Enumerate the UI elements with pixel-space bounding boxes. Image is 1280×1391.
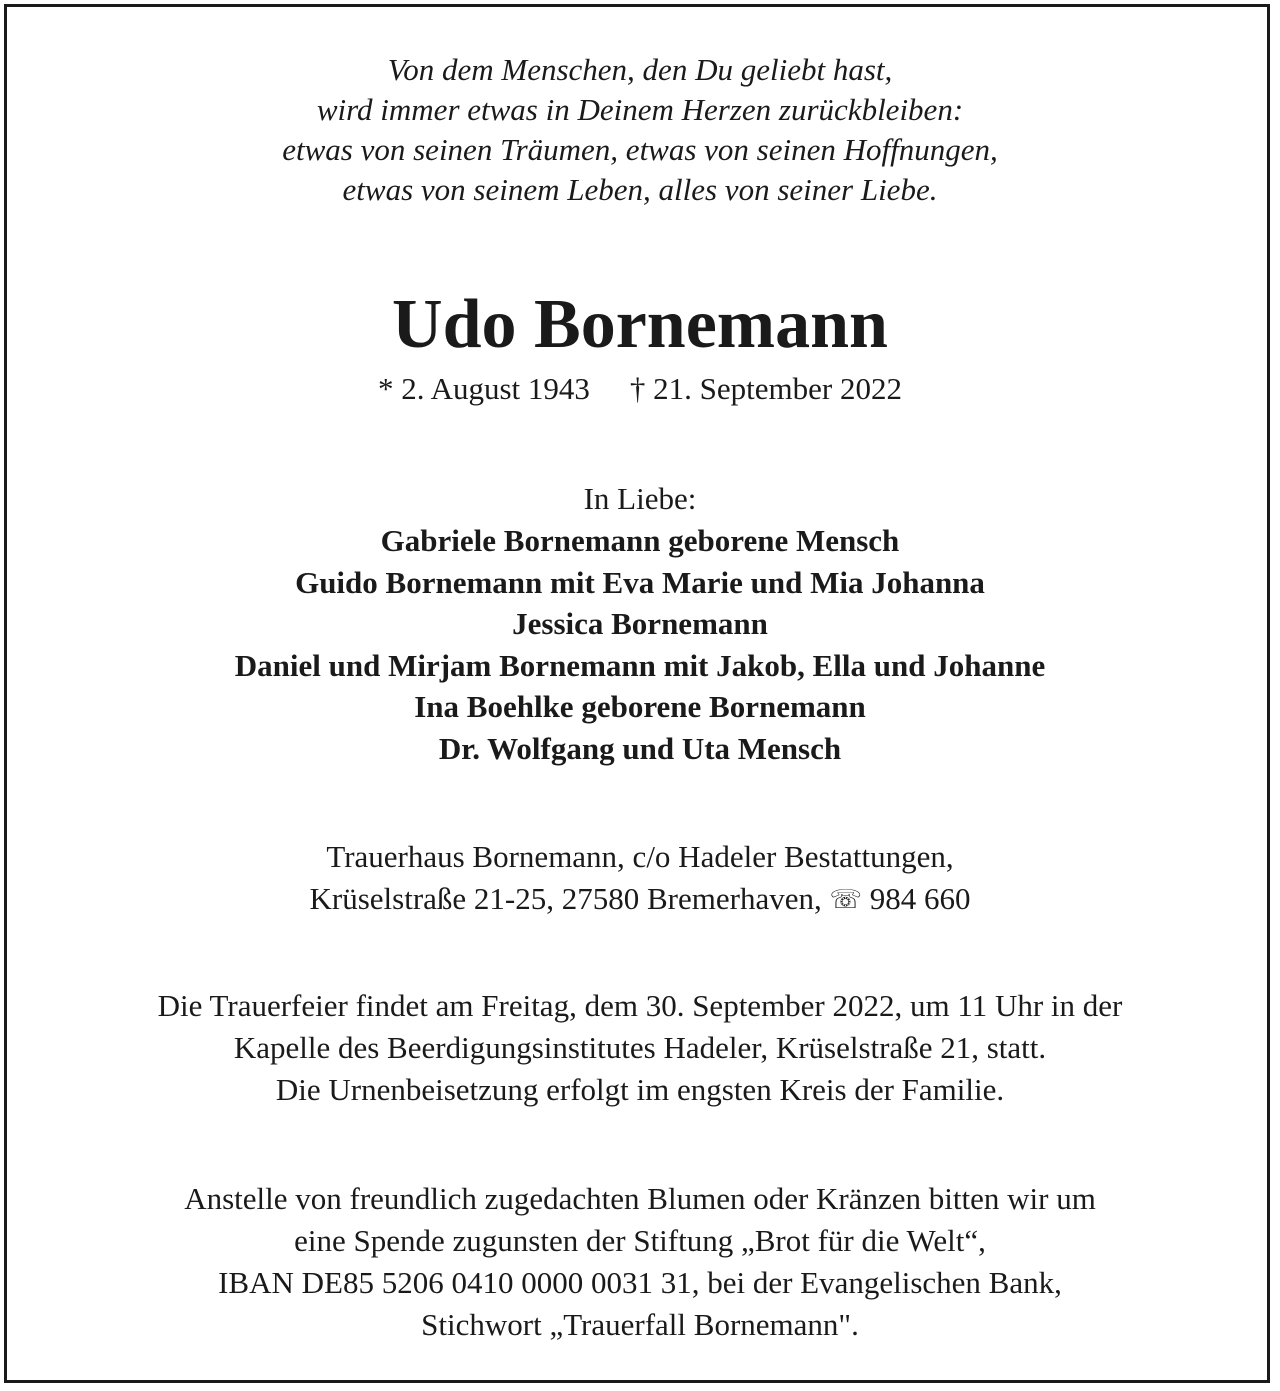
- survivor-name: Ina Boehlke geborene Bornemann: [414, 689, 866, 724]
- mourning-house-address: [0, 836, 1280, 921]
- survivor-name: Gabriele Bornemann geborene Mensch: [380, 523, 900, 558]
- telephone-icon: ☏: [829, 885, 862, 915]
- birth-date: * 2. August 1943: [378, 371, 590, 406]
- address-line: Trauerhaus Bornemann, c/o Hadeler Bestattungen,: [326, 839, 954, 874]
- survivors-heading: In Liebe:: [583, 481, 697, 516]
- quote-line: etwas von seinem Leben, alles von seiner Liebe.: [342, 172, 938, 207]
- quote-line: etwas von seinen Träumen, etwas von seinen Hoffnungen,: [282, 132, 998, 167]
- ceremony-line: Die Urnenbeisetzung erfolgt im engsten Kreis der Familie.: [275, 1072, 1005, 1107]
- ceremony-line: Kapelle des Beerdigungsinstitutes Hadeler, Krüselstraße 21, statt.: [233, 1030, 1047, 1065]
- life-dates: [0, 368, 1280, 410]
- funeral-service-info: [0, 985, 1280, 1111]
- survivors-list: [0, 520, 1280, 769]
- death-date: † 21. September 2022: [629, 371, 902, 406]
- survivor-name: Jessica Bornemann: [512, 606, 768, 641]
- donation-line: Stichwort „Trauerfall Bornemann".: [421, 1307, 859, 1342]
- donation-line: IBAN DE85 5206 0410 0000 0031 31, bei der Evangelischen Bank,: [218, 1265, 1062, 1300]
- quote-line: Von dem Menschen, den Du geliebt hast,: [387, 52, 893, 87]
- deceased-name: Udo Bornemann: [392, 286, 888, 363]
- survivor-name: Guido Bornemann mit Eva Marie und Mia Johanna: [295, 564, 985, 600]
- donation-line: eine Spende zugunsten der Stiftung „Brot für die Welt“,: [294, 1223, 986, 1258]
- quote-line: wird immer etwas in Deinem Herzen zurückbleiben:: [316, 92, 964, 127]
- street-city: Krüselstraße 21-25, 27580 Bremerhaven,: [309, 881, 822, 916]
- survivor-name: Dr. Wolfgang und Uta Mensch: [438, 730, 842, 766]
- phone-number: 984 660: [869, 881, 971, 916]
- ceremony-line: Die Trauerfeier findet am Freitag, dem 30. September 2022, um 11 Uhr in der: [157, 988, 1123, 1023]
- survivor-name: Daniel und Mirjam Bornemann mit Jakob, Ella und Johanne: [234, 647, 1046, 683]
- donation-request: [0, 1178, 1280, 1346]
- memorial-quote: [0, 50, 1280, 210]
- address-line: [0, 878, 1280, 921]
- donation-line: Anstelle von freundlich zugedachten Blumen oder Kränzen bitten wir um: [184, 1181, 1096, 1216]
